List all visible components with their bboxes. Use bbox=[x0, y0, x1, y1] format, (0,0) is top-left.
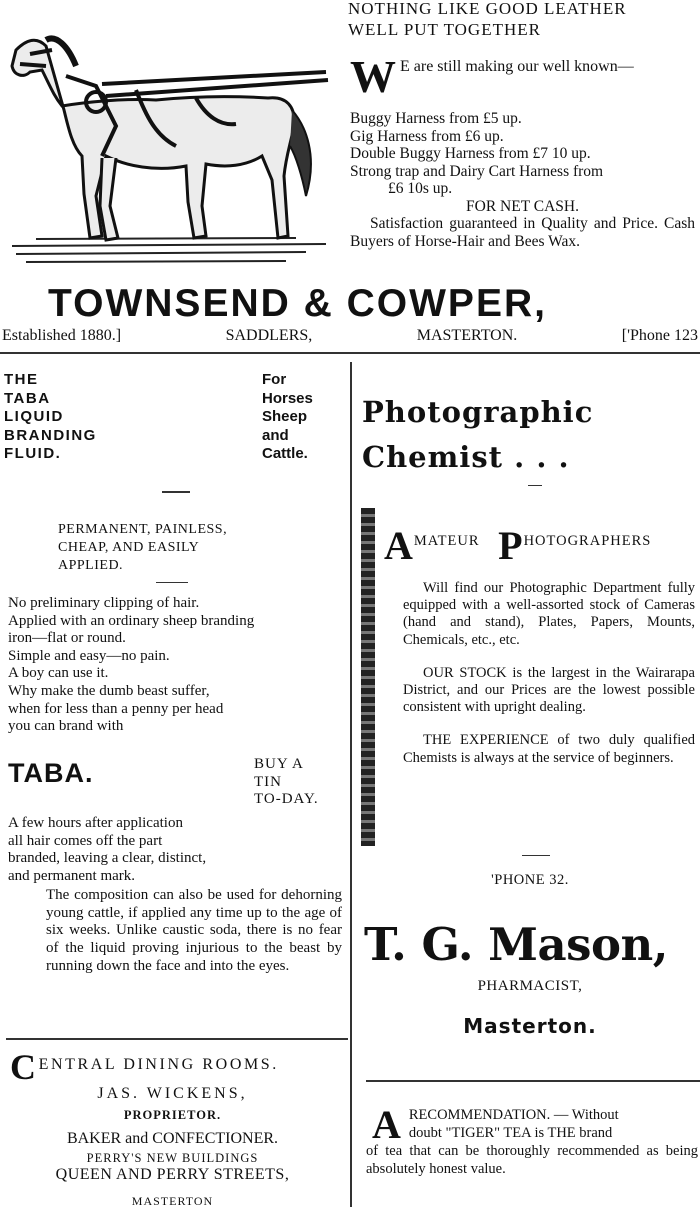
price-item: Gig Harness from £6 up. bbox=[350, 127, 504, 145]
buy-a-tin bbox=[254, 756, 319, 809]
body-line: Simple and easy—no pain. bbox=[8, 647, 170, 664]
established-year: Established 1880.] bbox=[2, 327, 122, 344]
body-line: you can brand with bbox=[8, 718, 124, 735]
photographic-chemist-title bbox=[362, 390, 593, 480]
buy-line: TIN bbox=[254, 773, 282, 790]
title-line-2: Chemist . . . bbox=[362, 440, 570, 474]
taba-title bbox=[4, 371, 97, 464]
town-label: MASTERTON. bbox=[416, 327, 518, 344]
photo-body bbox=[403, 580, 695, 783]
body-line: iron—flat or round. bbox=[8, 630, 126, 647]
firm-name: TOWNSEND & COWPER, bbox=[48, 282, 547, 325]
intro-dropcap: W bbox=[350, 51, 396, 102]
tea-line-2: doubt "TIGER" TEA is THE brand bbox=[408, 1125, 613, 1141]
intro-text: E are still making our well known— bbox=[400, 58, 634, 75]
photo-paragraph: Will find our Photographic Department fully equipped with a well-assorted stock of Cameras (hand and stand), Plates, Papers, Mounts, Chemicals, etc., etc. bbox=[403, 580, 695, 648]
section-divider bbox=[6, 1038, 348, 1040]
short-rule bbox=[156, 582, 188, 583]
short-rule bbox=[528, 485, 542, 486]
after-line: branded, leaving a clear, distinct, bbox=[8, 850, 207, 867]
harness-headline bbox=[348, 0, 627, 40]
taba-title-line: LIQUID bbox=[4, 408, 64, 425]
pharmacist-label: PHARMACIST, bbox=[477, 978, 583, 994]
dining-title-text: ENTRAL DINING ROOMS. bbox=[38, 1056, 279, 1073]
after-line: A few hours after application bbox=[8, 815, 183, 831]
price-continued: £6 10s up. bbox=[388, 180, 453, 197]
tea-rest: of tea that can be thoroughly recommended as being absolutely honest value. bbox=[366, 1143, 698, 1177]
price-item: Buggy Harness from £5 up. bbox=[350, 110, 522, 127]
body-line: A boy can use it. bbox=[8, 665, 109, 682]
baker-trade: BAKER and CONFECTIONER. bbox=[66, 1130, 279, 1147]
body-line: Why make the dumb beast suffer, bbox=[8, 682, 210, 699]
photo-paragraph: THE EXPERIENCE of two duly qualified Chemists is always at the service of beginners. bbox=[403, 732, 695, 766]
tea-recommendation bbox=[366, 1102, 698, 1178]
amateur-cap-a: A bbox=[384, 523, 414, 568]
short-rule bbox=[522, 855, 550, 856]
animals-line: Horses bbox=[262, 389, 313, 407]
animals-line: Cattle. bbox=[262, 445, 308, 462]
after-line: and permanent mark. bbox=[8, 867, 136, 884]
dining-title bbox=[10, 1046, 279, 1088]
proprietor-name: JAS. WICKENS, bbox=[97, 1085, 248, 1102]
harness-intro bbox=[350, 51, 695, 102]
headline-line-1: NOTHING LIKE GOOD LEATHER bbox=[348, 0, 627, 18]
satisfaction-text: Satisfaction guaranteed in Quality and Price. Cash Buyers of Horse-Hair and Bees Wax. bbox=[350, 215, 695, 250]
tea-dropcap: A bbox=[372, 1102, 401, 1147]
column-divider bbox=[350, 362, 352, 1207]
horse-harness-illustration bbox=[6, 6, 336, 268]
cash-terms: FOR NET CASH. bbox=[466, 197, 579, 215]
taba-for-animals bbox=[262, 371, 313, 464]
photo-town: Masterton. bbox=[463, 1014, 597, 1038]
title-line-1: Photographic bbox=[362, 395, 594, 429]
amateur-heading bbox=[384, 522, 651, 569]
animals-line: and bbox=[262, 426, 289, 444]
after-line: all hair comes off the part bbox=[8, 832, 163, 849]
price-item: Strong trap and Dairy Cart Harness from bbox=[350, 162, 604, 180]
photo-phone: 'PHONE 32. bbox=[491, 872, 569, 888]
taba-brand: TABA. bbox=[8, 758, 94, 788]
body-line: when for less than a penny per head bbox=[8, 700, 224, 717]
buy-line: TO-DAY. bbox=[254, 791, 319, 807]
section-divider bbox=[0, 352, 700, 354]
body-line: No preliminary clipping of hair. bbox=[8, 595, 200, 611]
short-rule bbox=[162, 491, 190, 493]
buy-line: BUY A bbox=[254, 756, 304, 772]
harness-price-list bbox=[350, 110, 695, 250]
section-divider bbox=[366, 1080, 700, 1082]
animals-line: For bbox=[262, 371, 287, 388]
taba-body bbox=[8, 595, 343, 736]
trade-label: SADDLERS, bbox=[225, 327, 313, 344]
taba-after bbox=[8, 815, 206, 885]
photographers-word: HOTOGRAPHERS bbox=[523, 533, 652, 549]
photo-paragraph: OUR STOCK is the largest in the Wairarapa District, and our Prices are the lowest possible consistent with upright dealing. bbox=[403, 664, 695, 716]
permanent-line: APPLIED. bbox=[58, 558, 124, 573]
buildings-name: PERRY'S NEW BUILDINGS bbox=[86, 1151, 259, 1165]
dining-dropcap: C bbox=[10, 1047, 39, 1087]
taba-title-line: BRANDING bbox=[4, 426, 97, 444]
taba-title-line: THE bbox=[4, 371, 39, 388]
proprietor-label: PROPRIETOR. bbox=[123, 1108, 222, 1122]
headline-line-2: WELL PUT TOGETHER bbox=[348, 20, 541, 39]
amateur-cap-p: P bbox=[498, 523, 524, 568]
phone-number: ['Phone 123 bbox=[621, 327, 698, 344]
amateur-word: MATEUR bbox=[413, 533, 480, 549]
streets-address: QUEEN AND PERRY STREETS, bbox=[55, 1166, 290, 1183]
permanent-line: CHEAP, AND EASILY bbox=[58, 540, 200, 555]
harness-footer bbox=[2, 327, 698, 345]
chemist-name: T. G. Mason, bbox=[364, 918, 668, 971]
dining-town: MASTERTON bbox=[131, 1194, 214, 1208]
animals-line: Sheep bbox=[262, 408, 308, 425]
body-line: Applied with an ordinary sheep branding bbox=[8, 612, 255, 629]
taba-title-line: TABA bbox=[4, 389, 51, 407]
permanent-line: PERMANENT, PAINLESS, bbox=[58, 522, 228, 537]
taba-permanent-heading bbox=[58, 521, 227, 575]
price-item: Double Buggy Harness from £7 10 up. bbox=[350, 145, 591, 162]
taba-composition: The composition can also be used for dehorning young cattle, if applied any time up to the age of six weeks. Unlike caustic soda, there is no fear of the liquid proving injurious to the beast by running down the face and into the eyes. bbox=[46, 887, 342, 974]
taba-title-line: FLUID. bbox=[4, 445, 62, 462]
tea-line-1: RECOMMENDATION. — Without bbox=[408, 1107, 619, 1123]
decorative-bar bbox=[361, 508, 375, 846]
